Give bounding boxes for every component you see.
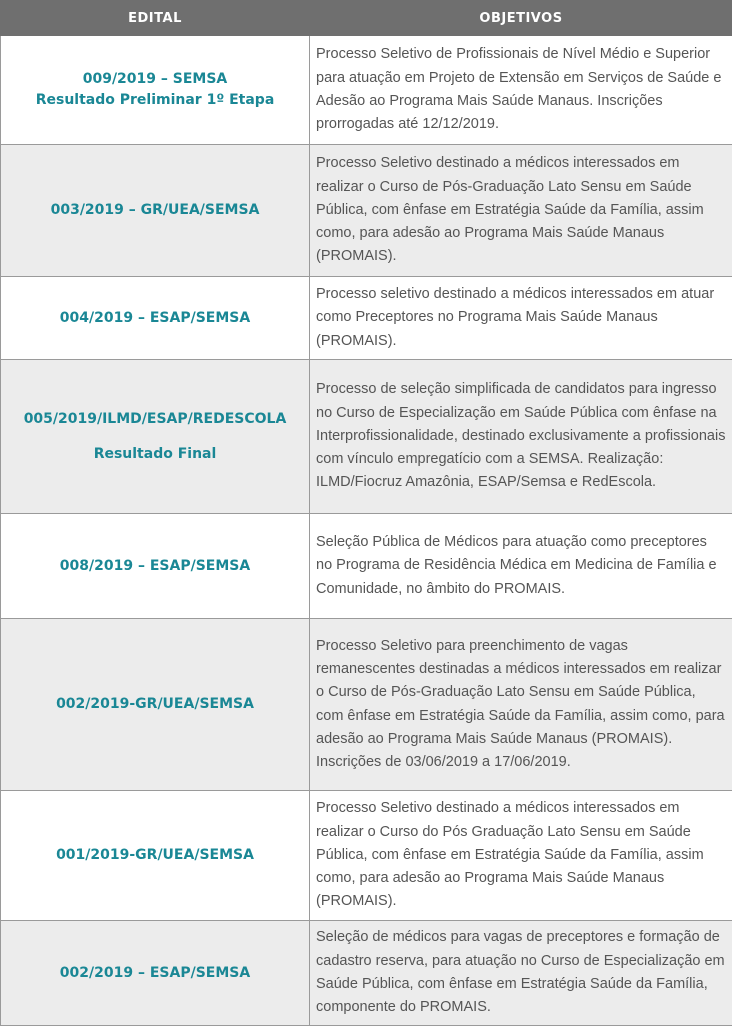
- edital-cell[interactable]: [1, 921, 310, 1026]
- objetivo-text: Processo Seletivo para preenchimento de vagas remanescentes destinadas a médicos interessados em realizar o Curso de Pós-Graduação Lato Sensu em Saúde Pública, com ênfase em Estratégia Saúde da Família, assim como, para adesão ao Programa Mais Saúde Manaus (PROMAIS).: [316, 638, 725, 747]
- edital-cell[interactable]: [1, 514, 310, 619]
- table-row: [1, 360, 732, 514]
- table-row: [1, 619, 732, 791]
- edital-cell[interactable]: [1, 36, 310, 145]
- objetivo-text: Processo Seletivo destinado a médicos interessados em realizar o Curso do Pós Graduação Lato Sensu em Saúde Pública, com ênfase em Estratégia Saúde da Família, assim como, para adesão ao Programa Mais Saúde Manaus (PROMAIS).: [316, 800, 704, 909]
- edital-link[interactable]: 005/2019/ILMD/ESAP/REDESCOLA: [1, 409, 309, 430]
- table-row: [1, 36, 732, 145]
- edital-spacer: [1, 430, 309, 444]
- objetivo-cell: [310, 514, 732, 619]
- objetivo-inscricoes: Inscrições de 03/06/2019 a 17/06/2019.: [316, 751, 726, 774]
- edital-link[interactable]: 001/2019-GR/UEA/SEMSA: [1, 845, 309, 866]
- edital-cell[interactable]: [1, 360, 310, 514]
- edital-cell[interactable]: [1, 619, 310, 791]
- header-objetivos: OBJETIVOS: [310, 1, 732, 36]
- table-row: [1, 277, 732, 360]
- table-row: [1, 921, 732, 1026]
- header-edital: EDITAL: [1, 1, 310, 36]
- objetivo-text: Processo seletivo destinado a médicos interessados em atuar como Preceptores no Programa Mais Saúde Manaus (PROMAIS).: [316, 286, 714, 349]
- objetivo-cell: [310, 619, 732, 791]
- objetivo-cell: [310, 921, 732, 1026]
- objetivo-cell: [310, 36, 732, 145]
- objetivo-text: Processo Seletivo de Profissionais de Nível Médio e Superior para atuação em Projeto de Extensão em Serviços de Saúde e Adesão ao Programa Mais Saúde Manaus. Inscrições prorrogadas até 12/12/2019.: [316, 46, 721, 132]
- objetivo-cell: [310, 145, 732, 277]
- edital-result-link[interactable]: Resultado Preliminar 1º Etapa: [1, 90, 309, 111]
- edital-link[interactable]: 009/2019 – SEMSA: [1, 69, 309, 90]
- edital-link[interactable]: 008/2019 – ESAP/SEMSA: [1, 556, 309, 577]
- edital-link[interactable]: 004/2019 – ESAP/SEMSA: [1, 308, 309, 329]
- edital-result-link[interactable]: Resultado Final: [1, 444, 309, 465]
- objetivo-cell: [310, 360, 732, 514]
- edital-cell[interactable]: [1, 791, 310, 921]
- objetivo-text: Processo de seleção simplificada de candidatos para ingresso no Curso de Especialização em Saúde Pública com ênfase na Interprofissionalidade, destinado exclusivamente a profissionais com vínculo empregatício com a SEMSA. Realização: ILMD/Fiocruz Amazônia, ESAP/Semsa e RedEscola.: [316, 381, 725, 490]
- table-header-row: [1, 1, 732, 36]
- edital-cell[interactable]: [1, 277, 310, 360]
- table-row: [1, 145, 732, 277]
- edital-cell[interactable]: [1, 145, 310, 277]
- objetivo-cell: [310, 791, 732, 921]
- edital-link[interactable]: 003/2019 – GR/UEA/SEMSA: [1, 200, 309, 221]
- objetivo-text: Seleção de médicos para vagas de preceptores e formação de cadastro reserva, para atuação no Curso de Especialização em Saúde Pública, com ênfase em Estratégia Saúde da Família, componente do PROMAIS.: [316, 929, 725, 1015]
- objetivo-text: Processo Seletivo destinado a médicos interessados em realizar o Curso de Pós-Graduação Lato Sensu em Saúde Pública, com ênfase em Estratégia Saúde da Família, assim como, para adesão ao Programa Mais Saúde Manaus (PROMAIS).: [316, 155, 704, 264]
- table-row: [1, 514, 732, 619]
- objetivo-cell: [310, 277, 732, 360]
- edital-link[interactable]: 002/2019-GR/UEA/SEMSA: [1, 694, 309, 715]
- edital-link[interactable]: 002/2019 – ESAP/SEMSA: [1, 963, 309, 984]
- objetivo-text: Seleção Pública de Médicos para atuação como preceptores no Programa de Residência Médica em Medicina de Família e Comunidade, no âmbito do PROMAIS.: [316, 534, 717, 597]
- table-row: [1, 791, 732, 921]
